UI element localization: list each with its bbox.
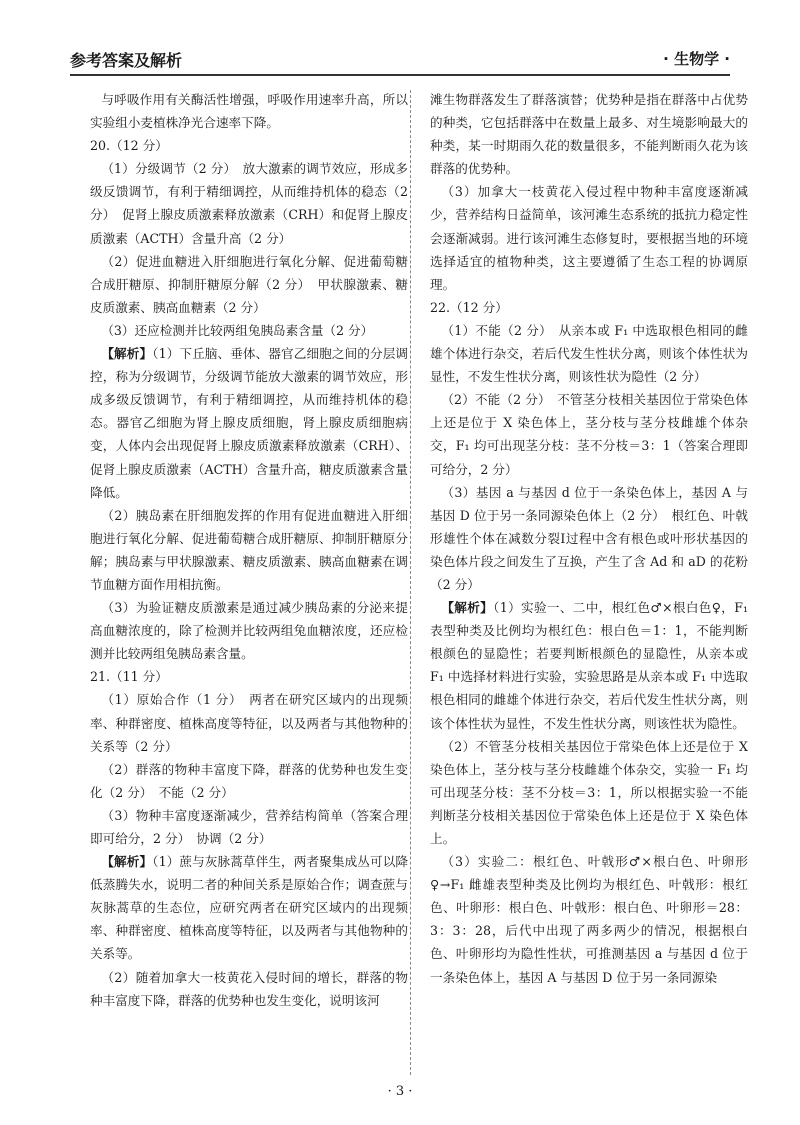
analysis-tag: 【解析】 — [441, 600, 494, 616]
page-number: · 3 · — [387, 1084, 413, 1099]
paragraph-text: （1）蔗与灰脉蒿草伴生，两者聚集成丛可以降低蒸腾失水，说明二者的种间关系是原始合作；调查蔗与灰脉蒿草的生态位，应研究两者在研究区域内的出现频率、种群密度、植株高度等特征，以及两者与其他物种的关系等。 — [90, 854, 408, 962]
paragraph — [430, 296, 748, 319]
header-rule — [70, 74, 730, 76]
paragraph — [430, 319, 748, 388]
paragraph-text: 滩生物群落发生了群落演替；优势种是指在群落中占优势的种类，它包括群落中在数量上最多、对生境影响最大的种类，某一时期雨久花的数量很多，不能判断雨久花为该群落的优势种。 — [430, 92, 748, 177]
paragraph-text: （3）为验证糖皮质激素是通过减少胰岛素的分泌来提高血糖浓度的，除了检测并比较两组兔血糖浓度，还应检测并比较两组兔胰岛素含量。 — [90, 600, 408, 662]
analysis-tag: 【解析】 — [101, 346, 153, 362]
paragraph-text: （3）实验二：根红色、叶戟形♂×根白色、叶卵形♀→F₁ 雌雄表型种类及比例均为根红色、叶戟形：根红色、叶卵形：根白色、叶戟形：根白色、叶卵形＝28：3：3：28，后代中出现了两多两少的情况，根据根白色、叶卵形均为隐性性状，可推测基因 a 与基因 d 位于一条染色体上，基因 A 与基因 D 位于另一条同源染 — [430, 854, 748, 985]
paragraph — [90, 342, 408, 504]
paragraph-text: （1）分级调节（2 分） 放大激素的调节效应，形成多级反馈调节，有利于精细调控，从而维持机体的稳态（2 分） 促肾上腺皮质激素释放激素（CRH）和促肾上腺皮质激素（ACTH）含量升高（2 分） — [90, 161, 408, 246]
paragraph — [90, 504, 408, 596]
paragraph-text: （2）促进血糖进入肝细胞进行氧化分解、促进葡萄糖合成肝糖原、抑制肝糖原分解（2 分） 甲状腺激素、糖皮质激素、胰高血糖素（2 分） — [90, 253, 408, 315]
paragraph — [90, 688, 408, 757]
analysis-tag: 【解析】 — [101, 854, 153, 870]
header-title: 参考答案及解析 — [70, 51, 183, 70]
header-subject: · 生物学 · — [663, 50, 730, 68]
paragraph-text: （1）原始合作（1 分） 两者在研究区域内的出现频率、种群密度、植株高度等特征，以及两者与其他物种的关系等（2 分） — [90, 692, 408, 754]
paragraph — [430, 596, 748, 735]
paragraph — [90, 250, 408, 319]
page-header — [70, 44, 730, 72]
paragraph — [90, 596, 408, 665]
paragraph — [430, 850, 748, 989]
paragraph-text: 21.（11 分） — [90, 669, 168, 685]
paragraph — [430, 180, 748, 295]
paragraph-text: （3）加拿大一枝黄花入侵过程中物种丰富度逐渐减少，营养结构日益简单，该河滩生态系统的抵抗力稳定性会逐渐减弱。进行该河滩生态修复时，要根据当地的环境选择适宜的植物种类，这主要遵循了生态工程的协调原理。 — [430, 184, 748, 292]
paragraph — [90, 966, 408, 1012]
paragraph-text: （2）不能（2 分） 不管茎分枝相关基因位于常染色体上还是位于 X 染色体上，茎分枝与茎分枝雌雄个体杂交，F₁ 均可出现茎分枝：茎不分枝＝3：1（答案合理即可给分，2 分） — [430, 392, 748, 477]
right-column — [430, 88, 748, 989]
paragraph-text: （2）不管茎分枝相关基因位于常染色体上还是位于 X 染色体上，茎分枝与茎分枝雌雄个体杂交，实验一 F₁ 均可出现茎分枝：茎不分枝＝3：1，所以根据实验一不能判断茎分枝相关基因位于常染色体上还是位于 X 染色体上。 — [430, 738, 748, 846]
paragraph — [90, 88, 408, 134]
paragraph — [430, 388, 748, 480]
paragraph — [90, 319, 408, 342]
paragraph-text: （1）不能（2 分） 从亲本或 F₁ 中选取根色相同的雌雄个体进行杂交，若后代发生性状分离，则该个体性状为显性，不发生性状分离，则该性状为隐性（2 分） — [430, 322, 748, 385]
paragraph-text: （1）实验一、二中，根红色♂×根白色♀，F₁ 表型种类及比例均为根红色：根白色＝1：1，不能判断根颜色的显隐性；若要判断根颜色的显隐性，从亲本或 F₁ 中选择材料进行实验，实验思路是从亲本或 F₁ 中选取根色相同的雌雄个体进行杂交，若后代发生性状分离，则该个体性状为显性，不发生性状分离，则该性状为隐性。 — [430, 600, 748, 731]
paragraph — [90, 157, 408, 249]
paragraph — [90, 665, 408, 688]
paragraph-text: （3）基因 a 与基因 d 位于一条染色体上，基因 A 与基因 D 位于另一条同源染色体上（2 分） 根红色、叶戟形雄性个体在减数分裂Ⅰ过程中含有根色或叶形状基因的染色体片段之间发生了互换，产生了含 Ad 和 aD 的花粉（2 分） — [430, 484, 748, 592]
paragraph — [90, 850, 408, 965]
paragraph-text: （3）还应检测并比较两组兔胰岛素含量（2 分） — [101, 322, 374, 338]
paragraph-text: 与呼吸作用有关酶活性增强，呼吸作用速率升高，所以实验组小麦植株净光合速率下降。 — [90, 92, 408, 131]
paragraph-text: （2）随着加拿大一枝黄花入侵时间的增长，群落的物种丰富度下降，群落的优势种也发生变化，说明该河 — [90, 969, 408, 1008]
paragraph-text: （1）下丘脑、垂体、器官乙细胞之间的分层调控，称为分级调节，分级调节能放大激素的调节效应，形成多级反馈调节，有利于精细调控，从而维持机体的稳态。器官乙细胞为肾上腺皮质细胞，肾上腺皮质细胞病变，人体内会出现促肾上腺皮质激素释放激素（CRH）、促肾上腺皮质激素（ACTH）含量升高，糖皮质激素含量降低。 — [90, 346, 408, 500]
paragraph — [90, 758, 408, 804]
paragraph — [90, 804, 408, 850]
left-column — [90, 88, 408, 1012]
paragraph-text: 22.（12 分） — [430, 299, 508, 315]
paragraph — [90, 134, 408, 157]
paragraph — [430, 735, 748, 850]
paragraph-text: （2）群落的物种丰富度下降，群落的优势种也发生变化（2 分） 不能（2 分） — [90, 761, 408, 800]
paragraph — [430, 481, 748, 596]
paragraph-text: （2）胰岛素在肝细胞发挥的作用有促进血糖进入肝细胞进行氧化分解、促进葡萄糖合成肝糖原、抑制肝糖原分解；胰岛素与甲状腺激素、糖皮质激素、胰高血糖素在调节血糖方面作用相抗衡。 — [90, 507, 408, 592]
column-divider — [410, 90, 411, 1075]
paragraph-text: （3）物种丰富度逐渐减少，营养结构简单（答案合理即可给分，2 分） 协调（2 分） — [90, 807, 408, 846]
paragraph-text: 20.（12 分） — [90, 138, 168, 154]
paragraph — [430, 88, 748, 180]
